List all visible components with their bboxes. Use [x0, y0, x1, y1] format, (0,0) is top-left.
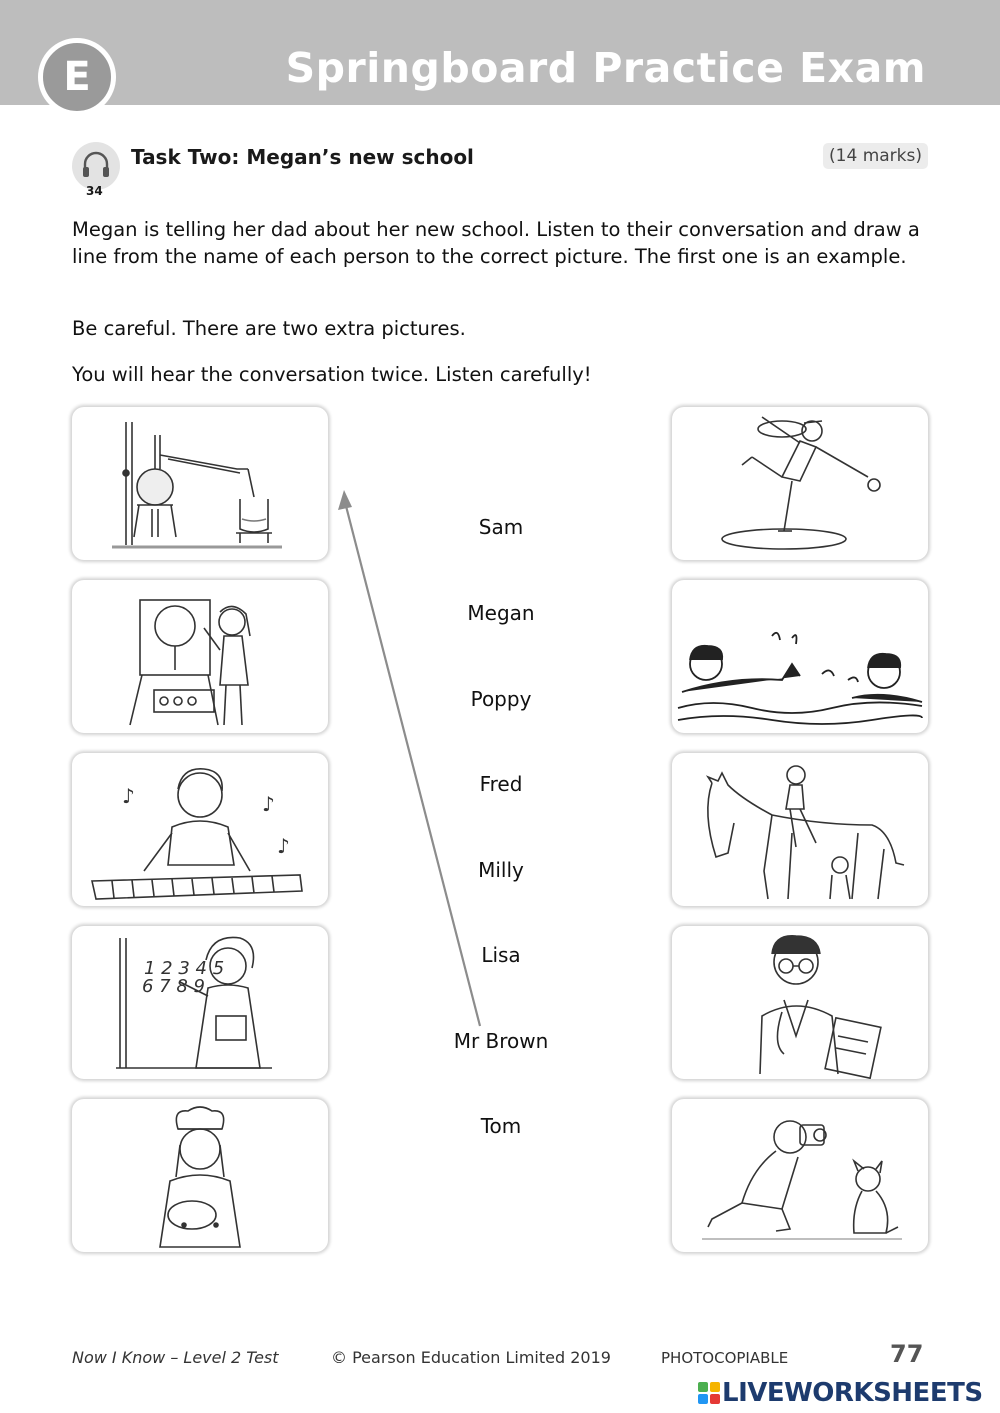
svg-text:1 2 3 4 5: 1 2 3 4 5 [144, 958, 225, 979]
distillation-illustration [72, 407, 328, 560]
svg-text:♪: ♪ [262, 792, 275, 816]
name-label[interactable]: Megan [467, 601, 535, 625]
boy-photographing-dog-illustration [672, 1099, 928, 1252]
copyright-notice: © Pearson Education Limited 2019 [331, 1348, 611, 1367]
svg-text:♪: ♪ [277, 834, 290, 858]
name-label[interactable]: Poppy [470, 687, 532, 711]
name-label[interactable]: Lisa [481, 943, 521, 967]
name-label[interactable]: Milly [478, 858, 524, 882]
boys-swimming-illustration [672, 580, 928, 733]
picture-card-swimming[interactable] [672, 580, 928, 733]
liveworksheets-logo[interactable] [698, 1378, 998, 1408]
horse-riding-illustration [672, 753, 928, 906]
svg-text:6 7 8 9: 6 7 8 9 [142, 976, 205, 997]
doctor-illustration [672, 926, 928, 1079]
section-badge [38, 38, 116, 116]
picture-card-chef[interactable] [72, 1099, 328, 1252]
baseball-pitcher-illustration [672, 407, 928, 560]
boy-xylophone-illustration [72, 753, 328, 906]
name-label[interactable]: Sam [478, 515, 524, 539]
name-label[interactable]: Tom [480, 1114, 522, 1138]
section-letter: E [63, 54, 91, 100]
girl-chef-illustration [72, 1099, 328, 1252]
example-answer-arrow [330, 480, 490, 1040]
headphones-icon[interactable] [72, 142, 120, 190]
exam-title: Springboard Practice Exam [285, 44, 926, 92]
name-label[interactable]: Mr Brown [453, 1029, 549, 1053]
instruction-paragraph: You will hear the conversation twice. Listen carefully! [72, 363, 592, 386]
girl-painting-illustration [72, 580, 328, 733]
picture-card-teacher[interactable] [72, 926, 328, 1079]
picture-card-painting[interactable] [72, 580, 328, 733]
picture-card-baseball[interactable] [672, 407, 928, 560]
task-title: Task Two: Megan’s new school [131, 145, 474, 169]
picture-card-science-lab[interactable] [72, 407, 328, 560]
picture-card-horse[interactable] [672, 753, 928, 906]
header-banner [0, 0, 1000, 105]
instruction-paragraph: Megan is telling her dad about her new school. Listen to their conversation and draw a line from the name of each person to the correct picture. The first one is an example. [72, 218, 920, 268]
teacher-blackboard-illustration [72, 926, 328, 1079]
book-title: Now I Know – Level 2 Test [72, 1348, 279, 1367]
liveworksheets-wordmark: LIVEWORKSHEETS [722, 1378, 983, 1408]
marks-badge: (14 marks) [823, 143, 928, 169]
liveworksheets-icon [698, 1382, 720, 1404]
name-label[interactable]: Fred [479, 772, 523, 796]
picture-card-doctor[interactable] [672, 926, 928, 1079]
svg-text:♪: ♪ [122, 784, 135, 808]
photocopiable-label: PHOTOCOPIABLE [661, 1349, 789, 1367]
picture-card-photography[interactable] [672, 1099, 928, 1252]
page-number: 77 [890, 1340, 924, 1368]
instruction-paragraph: Be careful. There are two extra pictures. [72, 317, 466, 340]
picture-card-xylophone[interactable] [72, 753, 328, 906]
track-number: 34 [86, 184, 103, 198]
